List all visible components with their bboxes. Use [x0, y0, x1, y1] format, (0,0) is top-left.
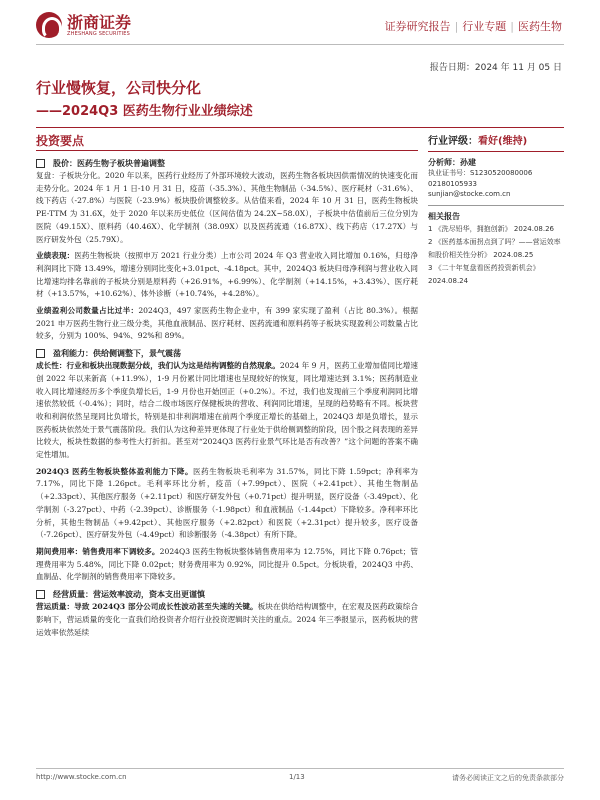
page-number: 1/13 [289, 773, 305, 781]
paragraph: 期间费用率：销售费用率下调较多。2024Q3 医药生物板块整体销售费用率为 12.75%，同比下降 0.76pct；管理费用率为 5.48%，同比下降 0.02pct；财务费用率为 0.92%，同比提升 0.5pct。分板块看，2024Q3 中药、血制品、化学制剂的销售费用率下降较多。 [36, 546, 418, 582]
paragraph: 2024Q3 医药生物板块整体盈利能力下降。医药生物板块毛利率为 31.57%，同比下降 1.59pct；净利率为 7.17%，同比下降 1.26pct。毛利率环比分析，疫苗（+7.99pct）、医院（+2.41pct）、其他生物制品（+2.33pct）、其他医疗服务（+2.11pct）和医疗研发外包（+0.71pct）提升明显，医疗设备（-3.49pct）、化学制剂（-3.27pct）、中药（-2.39pct）、诊断服务（-1.98pct）和血液制品（-1.44pct）下降较多。净利率环比分析，其他生物制品（+9.42pct）、其他医疗服务（+2.82pct）和医院（+2.31pct）提升较多，医疗设备（-7.26pct）、医疗研发外包（-4.49pct）和诊断服务（-4.38pct）有所下降。 [36, 466, 418, 540]
analyst-name: 分析师：孙建 [428, 158, 476, 167]
paragraph: 业绩表现：医药生物板块（按照申万 2021 行业分类）上市公司 2024 年 Q3 营业收入同比增加 0.16%，归母净利润同比下降 13.49%，增速分别同比变化+3.01pct、-4.18pct。其中，2024Q3 板块归母净利润与营业收入同比增速均排名靠前的子板块分别是原料药（+26.91%，+6.99%）、化学制剂（+14.15%，+3.43%）、医疗耗材（+13.57%，+10.62%）、体外诊断（+10.74%，+4.28%）。 [36, 251, 419, 299]
paragraph: 营运质量：导致 2024Q3 部分公司成长性波动甚至失速的关键。板块在供给结构调整中，在宏观及医药政策综合影响下，营运质量的变化一直我们给投资者介绍行业投资逻辑时关注的重点。2024 年三季报显示，医药板块的营运效率依然延续 [36, 602, 418, 637]
report-category: 证券研究报告 | 行业专题 | 医药生物 [384, 20, 562, 33]
square-bullet-icon [36, 349, 45, 358]
paragraph: 业绩盈利公司数量占比过半：2024Q3，497 家医药生物企业中，有 399 家实现了盈利（占比 80.3%）。根据 2021 申万医药生物行业三级分类，其他血液制品、医疗耗材、医药流通和原料药等子板块实现盈利公司数量占比较多，分别为 100%、94%、92%和 89%。 [36, 306, 418, 341]
analyst-email[interactable]: sunjian@stocke.com.cn [428, 190, 511, 198]
logo-icon [36, 12, 62, 38]
disclaimer-note: 请务必阅读正文之后的免责条款部分 [452, 774, 564, 782]
square-bullet-icon [36, 590, 45, 599]
related-report[interactable]: 2 《医药基本面拐点到了吗？——营运效率和股价相关性分析》 2024.08.25 [428, 238, 561, 259]
bullet-heading: 股价：医药生物子板块普遍调整 [36, 157, 418, 170]
related-report[interactable]: 1 《洗尽铅华，拥抱创新》 2024.08.26 [428, 224, 555, 233]
square-bullet-icon [36, 159, 45, 168]
analyst-phone: 02180105933 [428, 179, 477, 188]
bullet-heading: 盈利能力：供给侧调整下，景气震荡 [36, 347, 418, 360]
page-header [0, 0, 600, 46]
analyst-cert: 执业证书号：S1230520080006 [428, 169, 533, 177]
logo-english: ZHESHANG SECURITIES [67, 30, 130, 37]
category-type: 证券研究报告 [384, 20, 451, 33]
related-reports-heading: 相关报告 [428, 211, 460, 221]
paragraph: 成长性：行业和板块出现数据分歧，我们认为这是结构调整的自然现象。2024 年 9 月，医药工业增加值同比增速创 2022 年以来新高（+11.9%），1-9 月份累计同比增速也呈现较好的恢复，同比增速达到 3.1%；医药制造业收入同比增速经历多个季度负增长后，1-9 月份也开始回正（+0.2%）。不过，我们也发现前三个季度利润同比增速依然较低（-0.4%）；同时，结合二级市场医疗保健板块的营收、利润同比增速，呈现的趋势略有不同。板块营收和利润依然呈现同比负增长，特别是扣非利润增速在前两个季度正增长的基础上，2024Q3 却是负增长，显示医药板块依然处于景气震荡阶段。我们认为这种差异更体现了行业处于供给侧调整的阶段，因个股之间表现的差异比较大，板块性数据的参考性大打折扣。甚至对“2024Q3 医药行业景气环比是否有改善？”这个问题的答案不确定性增加。 [36, 361, 418, 460]
title-divider [36, 127, 564, 128]
report-subtitle: ——2024Q3 医药生物行业业绩综述 [36, 104, 253, 119]
sidebar [428, 132, 564, 287]
sidebar-divider [428, 205, 564, 206]
report-title: 行业慢恢复，公司快分化 [36, 79, 202, 97]
footer-divider [36, 768, 564, 769]
footer-url[interactable]: http://www.stocke.com.cn [36, 773, 127, 781]
header-divider [36, 44, 564, 45]
sidebar-divider [428, 151, 564, 152]
related-report[interactable]: 3 《二十年复盘看医药投资新机会》 2024.08.24 [428, 264, 540, 285]
category-topic: 行业专题 [462, 20, 507, 33]
category-sector: 医药生物 [518, 20, 562, 33]
paragraph: 复盘：子板块分化。2020 年以来，医药行业经历了外部环境较大波动，医药生物各板块因供需情况的快速变化而走势分化。2024 年 1 月 1 日-10 月 31 日，疫苗（-35.3%）、其他生物制品（-34.5%）、医疗耗材（-31.6%）、线下药店（-27.8%）与医院（-23.9%）板块股价调整较多。从估值来看，2024 年 10 月 31 日，医药生物板块 PE-TTM 为 31.6X，处于 2020 年以来历史低位（区间估值为 24.2X~58.0X），子板块中估值前后三位分别为医院（49.15X）、原料药（40.46X）、化学制剂（38.09X）以及医药流通（16.87X）、线下药店（17.27X）与医疗研发外包（25.79X）。 [36, 171, 418, 244]
section-divider [36, 150, 418, 151]
industry-rating: 行业评级：看好(维持) [428, 136, 528, 147]
logo-name: 浙商证券 [67, 12, 132, 32]
report-date: 报告日期：2024 年 11 月 05 日 [429, 63, 562, 73]
company-logo [36, 12, 131, 38]
section-heading: 投资要点 [36, 134, 85, 148]
investment-summary [36, 132, 418, 643]
bullet-heading: 经营质量：营运效率波动，资本支出更谨慎 [36, 588, 418, 601]
title-block [36, 78, 564, 122]
